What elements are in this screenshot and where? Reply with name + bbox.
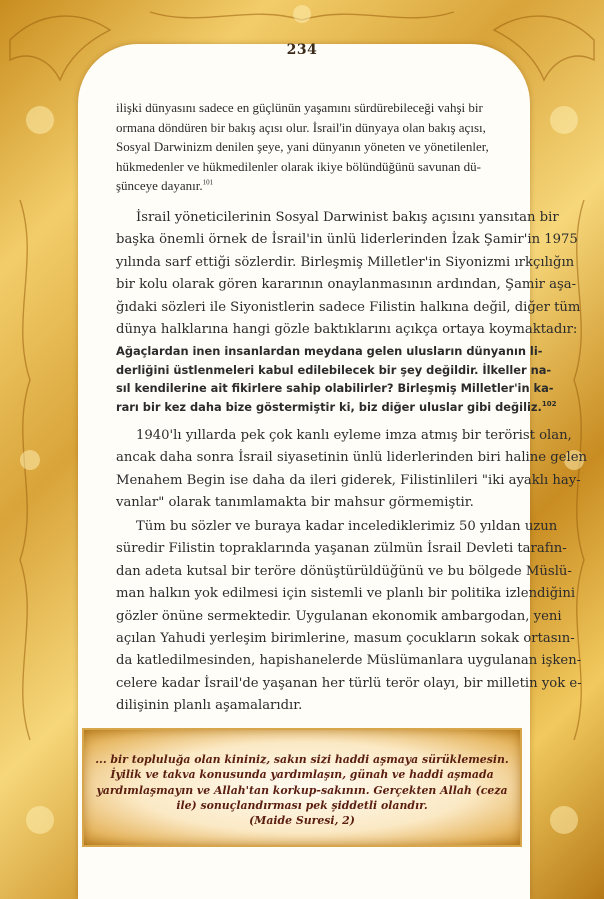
text-line: açılan Yahudi yerleşim birimlerine, masum çocukların sokak ortasın- (116, 631, 575, 647)
text-line: vanlar" olarak tanımlamakta bir mahsur görmemiştir. (116, 495, 474, 511)
footnote-ref: 101 (202, 178, 214, 187)
text-line: ormana döndüren bir bakış açısı olur. İsrail'in dünyaya olan bakış açısı, (116, 119, 486, 135)
block-quote (116, 342, 556, 416)
quote-line: derliğini üstlenmeleri kabul edilebilecek bir şey değildir. İlkeller na- (116, 362, 552, 377)
text-line: Menahem Begin ise daha da ileri giderek, Filistinlileri "iki ayaklı hay- (116, 472, 581, 488)
text-line: ancak daha sonra İsrail siyasetinin ünlü liderlerinden biri haline gelen (116, 450, 588, 466)
intro-paragraph (116, 98, 489, 196)
text-line: İsrail yöneticilerinin Sosyal Darwinist bakış açısını yansıtan bir (136, 210, 559, 225)
text-line: şünceye dayanır.$^{101}$ (116, 178, 214, 193)
text-line: dilişinin planlı aşamalarıdır. (116, 698, 303, 714)
verse-line: İyilik ve takva konusunda yardımlaşın, günah ve haddi aşmada (110, 768, 494, 782)
text-line: dan adeta kutsal bir teröre dönüştürüldüğünü ve bu bölgede Müslü- (116, 563, 572, 579)
text-line: süredir Filistin topraklarında yaşanan zülmün İsrail Devleti tarafın- (116, 541, 567, 557)
text-line: gözler önüne sermektedir. Uygulanan ekonomik ambargodan, yeni (116, 608, 562, 624)
footnote-ref: 102 (541, 399, 557, 408)
text-line: da katledilmesinden, hapishanelerde Müslümanlara uygulanan işken- (116, 653, 582, 669)
text-line: bir kolu olarak gören kararının onaylanmasının ardından, Şamir aşa- (116, 277, 577, 293)
verse-line: ... bir topluluğa olan kininiz, sakın sizi haddi aşmaya sürüklemesin. (95, 753, 509, 766)
verse-line: ile) sonuçlandırması pek şiddetli olandır. (176, 798, 428, 812)
quote-line: sıl kendilerine ait fikirlere sahip olabilirler? Birleşmiş Milletler'in ka- (116, 381, 554, 396)
text-line: Sosyal Darwinizm denilen şeye, yani dünyanın yöneten ve yönetilenler, (116, 139, 489, 154)
quote-line: rarı bir kez daha bize göstermiştir ki, biz diğer uluslar gibi değiliz.$^{102}$ (116, 399, 557, 414)
verse-box (84, 730, 520, 845)
text-line: Tüm bu sözler ve buraya kadar incelediklerimiz 50 yıldan uzun (136, 519, 558, 534)
page-number: 234 (286, 42, 318, 58)
text-line: ğıdaki sözleri ile Siyonistlerin sadece Filistin halkına değil, diğer tüm (116, 299, 581, 315)
text-line: başka önemli örnek de İsrail'in ünlü liderlerinden İzak Şamir'in 1975 (116, 232, 578, 248)
text-line: ilişki dünyasını sadece en güçlünün yaşamını sürdürebileceği vahşi bir (116, 100, 483, 115)
text-line: man halkın yok edilmesi için sistemli ve planlı bir politika izlendiğini (116, 586, 576, 602)
text-line: dünya halklarına hangi gözle baktıklarını açıkça ortaya koymaktadır: (116, 322, 578, 338)
verse-line: yardımlaşmayın ve Allah'tan korkup-sakının. Gerçekten Allah (ceza (96, 783, 508, 797)
text-line: hükmedenler ve hükmedilenler olarak ikiye bölündüğünü savunan dü- (116, 158, 481, 174)
verse-text (84, 752, 520, 828)
text-line: celere kadar İsrail'de yaşanan her türlü terör olayı, bir milletin yok e- (116, 675, 582, 691)
body-paragraph-1 (116, 207, 580, 341)
text-line: 1940'lı yıllarda pek çok kanlı eyleme imza atmış bir terörist olan, (136, 428, 572, 443)
text-line: yılında sarf ettiği sözlerdir. Birleşmiş Milletler'in Siyonizmi ırkçılığın (116, 254, 575, 270)
verse-source: (Maide Suresi, 2) (249, 814, 355, 828)
body-paragraph-3 (116, 516, 582, 718)
quote-line: Ağaçlardan inen insanlardan meydana gelen ulusların dünyanın li- (116, 344, 543, 358)
body-paragraph-2 (116, 425, 587, 515)
